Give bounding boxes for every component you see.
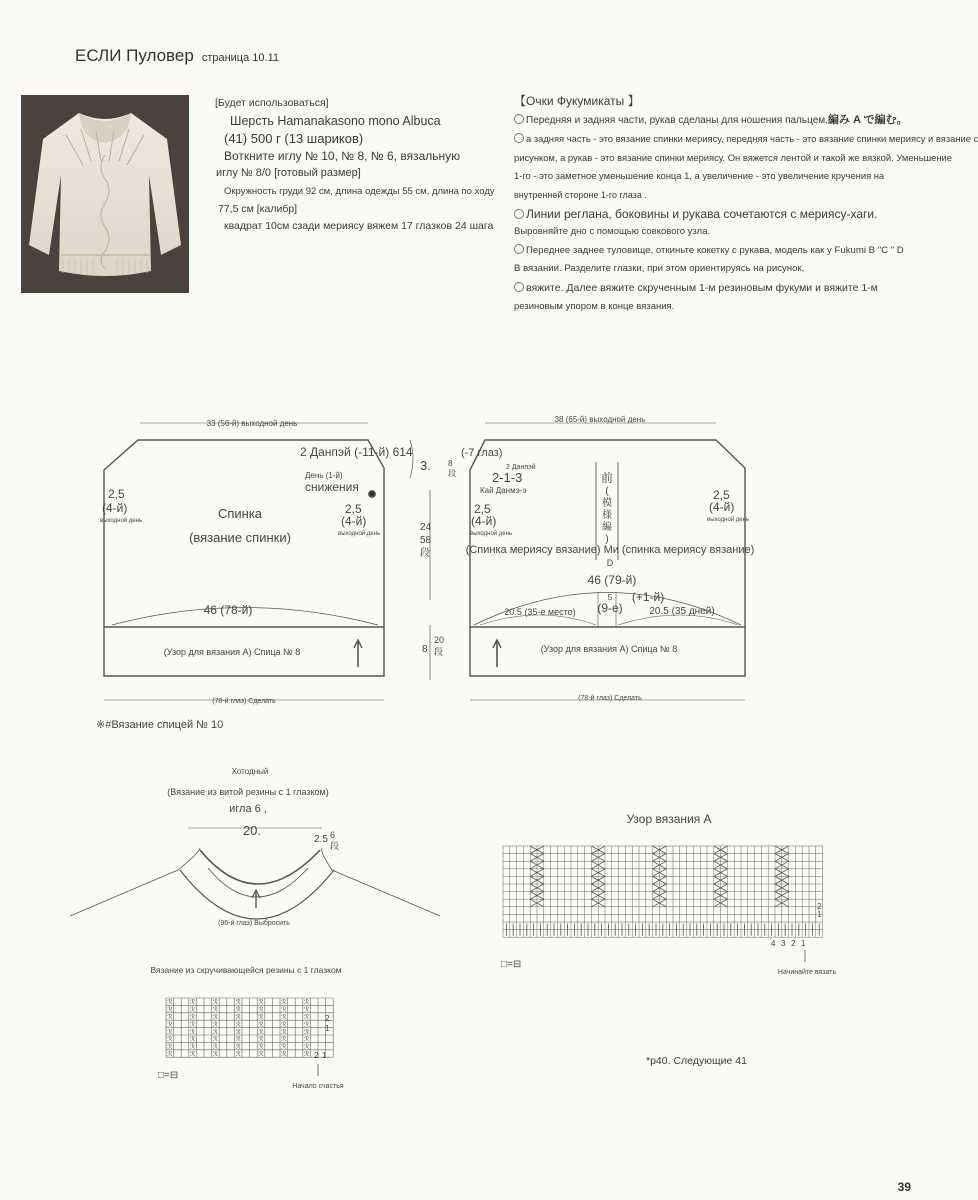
front-center-inc: (+1-й) xyxy=(631,590,665,604)
chart-small-symbol: ℛ xyxy=(212,1006,218,1014)
chart-small-symbol: ℛ xyxy=(258,1043,264,1051)
chart-small-symbol: ℛ xyxy=(235,1006,241,1014)
collar-side-rows: 6 xyxy=(330,830,336,840)
front-name: (Спинка мериясу вязание) Ми (спинка мериясу вязание) xyxy=(465,544,755,556)
chart-small-symbol: ℛ xyxy=(258,1051,264,1058)
collar-bottom: (96-й глаз) Выбросить xyxy=(218,920,290,927)
chart-small-symbol: ℛ xyxy=(212,1051,218,1058)
front-center-small: 5 xyxy=(607,593,613,602)
center-h1-kanji: 段 xyxy=(448,469,456,478)
center-h3-kanji: 段 xyxy=(434,647,444,657)
chart-small-symbol: ℛ xyxy=(258,1021,264,1029)
tips-line: 1-го - это заметное уменьшение конца 1, а увеличение - это увеличение кручения на xyxy=(514,170,885,182)
chart-small-symbol: ℛ xyxy=(235,1043,241,1051)
page-ref: страница 10.11 xyxy=(201,52,279,64)
chart-pattern-a xyxy=(495,808,855,983)
materials-line: квадрат 10см сзади мериясу вяжем 17 глазков 24 шага xyxy=(224,220,494,233)
chart-small-col: 2 xyxy=(314,1051,319,1060)
chart-small-symbol: ℛ xyxy=(212,1028,218,1036)
chart-small-symbol: ℛ xyxy=(258,1014,264,1021)
chart-small-symbol: ℛ xyxy=(235,1021,241,1029)
chart-a-row: 1 xyxy=(817,910,822,919)
materials-line: (41) 500 г (13 шариков) xyxy=(224,131,364,147)
chart-small-symbol: ℛ xyxy=(212,1021,218,1029)
chart-small-symbol: ℛ xyxy=(167,1036,173,1044)
chart-small-symbol: ℛ xyxy=(304,1014,310,1021)
chart-small-symbol: ℛ xyxy=(258,999,264,1007)
chart-small-symbol: ℛ xyxy=(258,1006,264,1014)
front-arc-label: 46 (79-й) xyxy=(587,573,637,587)
back-arc-label: 46 (78-й) xyxy=(203,603,253,617)
chart-small-symbol: ℛ xyxy=(212,1014,218,1021)
page-title: ЕСЛИ Пуловер страница 10.11 xyxy=(75,46,279,65)
center-h1-rows: 8 xyxy=(448,459,453,468)
front-left-val: 2,5 xyxy=(474,502,491,516)
next-page-note: *p40. Следующие 41 xyxy=(646,1055,747,1067)
tips-line: внутренней стороне 1-го глаза . xyxy=(514,189,647,200)
back-bottom-label: (78-й глаз) Сделать xyxy=(212,698,276,705)
collar-l1: Хотодный xyxy=(231,767,269,776)
center-h1: 3. xyxy=(420,458,431,473)
chart-small-symbol: ℛ xyxy=(281,1021,287,1029)
chart-small-symbol: ℛ xyxy=(167,1043,173,1051)
center-h3-rows: 20 xyxy=(434,635,445,645)
chart-small-symbol: ℛ xyxy=(281,999,287,1007)
chart-small-symbol: ℛ xyxy=(167,999,173,1007)
collar-slope-left xyxy=(70,848,200,916)
chart-small-symbol: ℛ xyxy=(167,1051,173,1058)
back-dec-word: снижения xyxy=(305,480,359,494)
chart-small-symbol: ℛ xyxy=(167,1028,173,1036)
chart-small-row: 1 xyxy=(325,1024,330,1033)
front-left-unit: выходной день xyxy=(470,531,513,537)
back-left-unit: выходной день xyxy=(100,518,143,524)
chart-small-row: 2 xyxy=(325,1014,330,1023)
chart-small-symbol: ℛ xyxy=(212,999,218,1007)
collar-width: 20. xyxy=(242,823,262,838)
back-day-label: День (1-й) xyxy=(305,471,343,480)
chart-a-col: 1 xyxy=(801,939,806,948)
materials-line: иглу № 8/0 [готовый размер] xyxy=(216,167,361,180)
front-left-arc: 20.5 (35-е место) xyxy=(504,607,576,617)
panel-char: 編 xyxy=(602,522,612,533)
front-left-rows: (4-й) xyxy=(471,514,497,528)
chart-small-symbol: ℛ xyxy=(167,1021,173,1029)
chart-small-start: Начало счастья xyxy=(292,1083,344,1090)
front-rib-label: (Узор для вязания А) Спица № 8 xyxy=(540,644,678,654)
chart-small-symbol: ℛ xyxy=(212,1043,218,1051)
chart-small-symbol: ℛ xyxy=(190,1043,196,1051)
panel-char: 模 xyxy=(602,498,612,509)
collar-slope-right xyxy=(322,848,440,916)
back-dec-label: 2 Данпэй (-11-й) 614 xyxy=(300,445,413,459)
chart-small-symbol: ℛ xyxy=(304,1021,310,1029)
collar-l2: (Вязание из витой резины с 1 глазком) xyxy=(167,787,329,797)
materials-line: Окружность груди 92 см, длина одежды 55 см, длина по ходу xyxy=(224,185,495,197)
chart-small-symbol: ℛ xyxy=(281,1043,287,1051)
front-right-rows: (4-й) xyxy=(709,500,735,514)
chart-small-symbol: ℛ xyxy=(190,1021,196,1029)
chart-small-symbol: ℛ xyxy=(304,1051,310,1058)
chart-small-symbol: ℛ xyxy=(304,1028,310,1036)
back-right-unit: выходной день xyxy=(338,531,381,537)
chart-small-symbol: ℛ xyxy=(190,1051,196,1058)
panel-char: ) xyxy=(605,534,609,545)
back-top-width: 33 (56-й) выходной день xyxy=(206,419,298,428)
tips-line: рисунком, а рукав - это вязание спинки мериясу. Он вяжется лентой и такой же вязкой. Уменьшение xyxy=(514,151,952,163)
materials-line: [Будет использоваться] xyxy=(215,97,329,109)
tips-line: Передняя и задняя части, рукав сделаны для ношения пальцем.編み A で編む。 xyxy=(514,111,894,131)
chart-small xyxy=(150,960,370,1100)
chart-small-legend: □=⊟ xyxy=(158,1070,179,1081)
front-dec-small: 2 Данпэй xyxy=(506,464,536,471)
front-right-unit: выходной день xyxy=(707,517,750,523)
chart-small-symbol: ℛ xyxy=(235,1036,241,1044)
chart-a-start: Начинайте вязать xyxy=(777,969,837,976)
chart-small-symbol: ℛ xyxy=(190,1006,196,1014)
center-h3-cm: 8 xyxy=(422,644,428,655)
front-right-arc: 20.5 (35 дней) xyxy=(649,606,715,617)
chart-small-symbol: ℛ xyxy=(167,1006,173,1014)
back-rib-label: (Узор для вязания А) Спица № 8 xyxy=(163,647,301,657)
chart-a-legend: □=⊟ xyxy=(501,959,522,970)
chart-small-symbol: ℛ xyxy=(190,1028,196,1036)
tips-line: резиновым упором в конце вязания. xyxy=(514,300,675,312)
center-h2-cm: 24 xyxy=(420,522,432,533)
chart-small-symbol: ℛ xyxy=(281,1051,287,1058)
materials-line: 77,5 см [калибр] xyxy=(218,202,298,215)
materials-line: Воткните иглу № 10, № 8, № 6, вязальную xyxy=(224,148,461,163)
back-right-val: 2,5 xyxy=(345,502,362,516)
collar-outer xyxy=(180,870,334,919)
front-dec-sub: Кай Данмэ-э xyxy=(480,486,527,495)
back-left-rows: (4-й) xyxy=(102,501,128,515)
chart-a-col: 4 xyxy=(771,939,776,948)
tips-jp: 編み A で編む。 xyxy=(827,113,908,126)
tips-line: а задняя часть - это вязание спинки мериясу, передняя часть - это вязание спинки мериясу и вязание с xyxy=(514,130,894,149)
panel-char: 様 xyxy=(602,510,612,521)
panel-letter: D xyxy=(606,558,614,568)
tips-header: 【Очки Фукумикаты 】 xyxy=(514,94,640,108)
back-right-rows: (4-й) xyxy=(341,514,367,528)
chart-a-col: 2 xyxy=(791,939,796,948)
chart-small-symbol: ℛ xyxy=(235,1051,241,1058)
panel-char: 前 xyxy=(600,471,614,485)
chart-small-symbol: ℛ xyxy=(190,1014,196,1021)
collar-l3: игла 6 , xyxy=(229,803,267,815)
tips-line: В вязании. Разделите глазки, при этом ориентируясь на рисунок, xyxy=(514,263,805,275)
chart-small-symbol: ℛ xyxy=(281,1014,287,1021)
tips-line: Линии реглана, боковины и рукава сочетаются с мериясу-хаги. xyxy=(514,205,894,224)
chart-small-symbol: ℛ xyxy=(304,1006,310,1014)
back-name: Спинка xyxy=(217,506,263,521)
chart-small-symbol: ℛ xyxy=(190,1036,196,1044)
front-right-val: 2,5 xyxy=(713,488,730,502)
materials-line: Шерсть Hamanakasono mono Albuca xyxy=(230,113,441,128)
front-bottom-label: (78-й глаз) Сделать xyxy=(578,695,642,702)
chart-small-symbol: ℛ xyxy=(235,1014,241,1021)
chart-small-symbol: ℛ xyxy=(258,1036,264,1044)
page-number: 39 xyxy=(897,1180,911,1194)
chart-a-title: Узор вязания А xyxy=(626,812,712,826)
chart-small-symbol: ℛ xyxy=(281,1036,287,1044)
chart-small-symbol: ℛ xyxy=(212,1036,218,1044)
chart-small-symbol: ℛ xyxy=(190,999,196,1007)
chart-small-symbol: ℛ xyxy=(304,1036,310,1044)
chart-small-symbol: ℛ xyxy=(258,1028,264,1036)
front-top-width: 38 (65-й) выходной день xyxy=(554,415,646,424)
front-dec-label: (-7 глаз) xyxy=(461,447,503,459)
panel-char: ( xyxy=(605,486,609,497)
chart-small-symbol: ℛ xyxy=(304,1043,310,1051)
front-dec-nums: 2-1-3 xyxy=(492,470,523,485)
collar-side-kanji: 段 xyxy=(330,841,340,851)
tips-line: вяжите. Далее вяжите скрученным 1-м резиновым фукуми и вяжите 1-м xyxy=(514,279,894,298)
back-left-val: 2,5 xyxy=(108,487,125,501)
chart-small-title: Вязание из скручивающейся резины с 1 глазком xyxy=(150,965,342,975)
chart-a-row: 2 xyxy=(817,902,822,911)
chart-small-symbol: ℛ xyxy=(281,1028,287,1036)
back-needle-note: ※#Вязание спицей № 10 xyxy=(96,719,224,731)
back-dot xyxy=(369,491,375,497)
center-h2-kanji: 段 xyxy=(420,548,430,559)
chart-small-symbol: ℛ xyxy=(281,1006,287,1014)
chart-small-symbol: ℛ xyxy=(304,999,310,1007)
center-h2-rows: 58 xyxy=(420,535,432,546)
chart-small-symbol: ℛ xyxy=(167,1014,173,1021)
tips-line: Переднее заднее туловище, откиньте кокетку с рукава, модель как у Fukumi B "C " D xyxy=(514,242,894,261)
back-subname: (вязание спинки) xyxy=(189,530,291,545)
chart-small-symbol: ℛ xyxy=(235,999,241,1007)
collar-side: 2.5 xyxy=(314,834,328,845)
chart-a-col: 3 xyxy=(781,939,786,948)
front-center-num: (9-е) xyxy=(597,601,623,615)
tips-line: Выровняйте дно с помощью совкового узла. xyxy=(514,226,711,238)
chart-small-symbol: ℛ xyxy=(235,1028,241,1036)
chart-small-col: 1 xyxy=(322,1051,327,1060)
